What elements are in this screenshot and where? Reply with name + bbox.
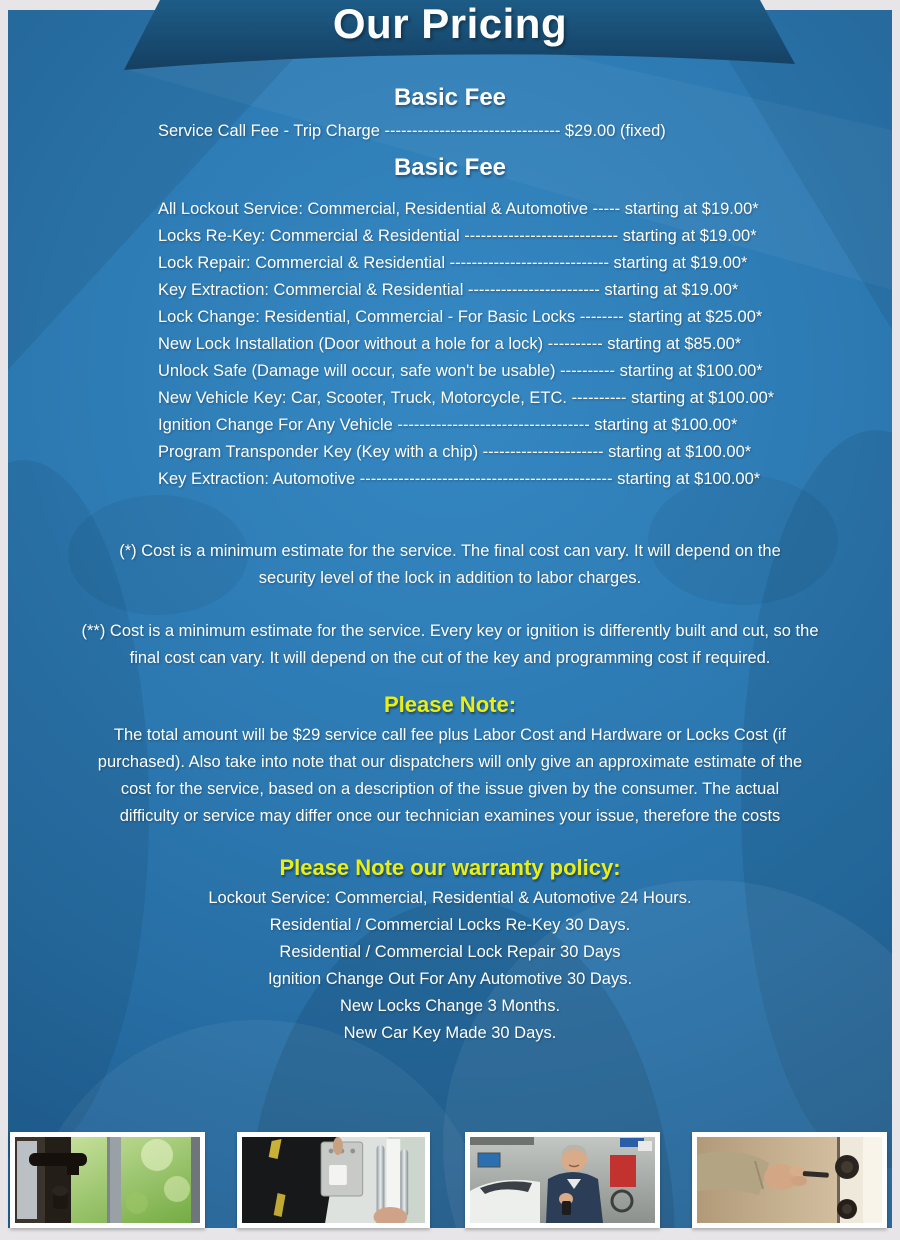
warranty-item: Residential / Commercial Lock Repair 30 Days	[279, 943, 621, 961]
footnote-star: (*) Cost is a minimum estimate for the service. The final cost can vary. It will depend on the security level of the lock in addition to labor charges.	[119, 542, 781, 587]
please-note-heading: Please Note:	[383, 692, 517, 717]
warranty-item: Lockout Service: Commercial, Residential & Automotive 24 Hours.	[208, 889, 692, 907]
service-call-fee-line: Service Call Fee - Trip Charge -------------------------------- $29.00 (fixed)	[158, 122, 666, 140]
photo-locksmith-hands	[692, 1132, 887, 1228]
photo-door-handle	[10, 1132, 205, 1228]
photo-mechanic-with-keys	[465, 1132, 660, 1228]
footnote-double-star: (**) Cost is a minimum estimate for the service. Every key or ignition is differently built and cut, so the final cost can vary. It will depend on the cut of the key and programming cost if required.	[81, 622, 819, 667]
please-note-paragraph: The total amount will be $29 service call fee plus Labor Cost and Hardware or Locks Cost (if purchased). Also take into note that our dispatchers will only give an approximate estimate of the cost for the service, based on a description of the issue given by the consumer. The actual difficulty or service may differ once our technician examines your issue, therefore the costs	[97, 726, 803, 825]
basic-fee-heading-2: Basic Fee	[393, 154, 507, 181]
warranty-item: Residential / Commercial Locks Re-Key 30 Days.	[269, 916, 631, 934]
price-line: New Vehicle Key: Car, Scooter, Truck, Motorcycle, ETC. ---------- starting at $100.00*	[158, 389, 775, 407]
warranty-item: Ignition Change Out For Any Automotive 30 Days.	[267, 970, 633, 988]
warranty-policy-heading: Please Note our warranty policy:	[279, 855, 621, 880]
price-line: Key Extraction: Automotive ---------------------------------------------- starting at $100.00*	[158, 470, 761, 488]
price-line: Key Extraction: Commercial & Residential ------------------------ starting at $19.00*	[158, 281, 739, 299]
price-line: New Lock Installation (Door without a hole for a lock) ---------- starting at $85.00*	[158, 335, 742, 353]
photo-keypad-entry	[237, 1132, 430, 1228]
price-list	[158, 196, 798, 493]
warranty-list	[8, 885, 892, 1047]
price-line: Unlock Safe (Damage will occur, safe won't be usable) ---------- starting at $100.00*	[158, 362, 763, 380]
warranty-item: New Locks Change 3 Months.	[339, 997, 561, 1015]
page-title: Our Pricing	[332, 0, 568, 47]
price-line: Ignition Change For Any Vehicle ----------------------------------- starting at $100.00*	[158, 416, 738, 434]
price-line: Locks Re-Key: Commercial & Residential ---------------------------- starting at $19.00*	[158, 227, 757, 245]
price-line: Lock Repair: Commercial & Residential ----------------------------- starting at $19.00*	[158, 254, 748, 272]
warranty-item: New Car Key Made 30 Days.	[343, 1024, 557, 1042]
price-line: Program Transponder Key (Key with a chip) ---------------------- starting at $100.00*	[158, 443, 752, 461]
basic-fee-heading-1: Basic Fee	[393, 84, 507, 111]
photo-gallery	[8, 1132, 892, 1228]
price-line: Lock Change: Residential, Commercial - For Basic Locks -------- starting at $25.00*	[158, 308, 763, 326]
price-line: All Lockout Service: Commercial, Residential & Automotive ----- starting at $19.00*	[158, 200, 759, 218]
